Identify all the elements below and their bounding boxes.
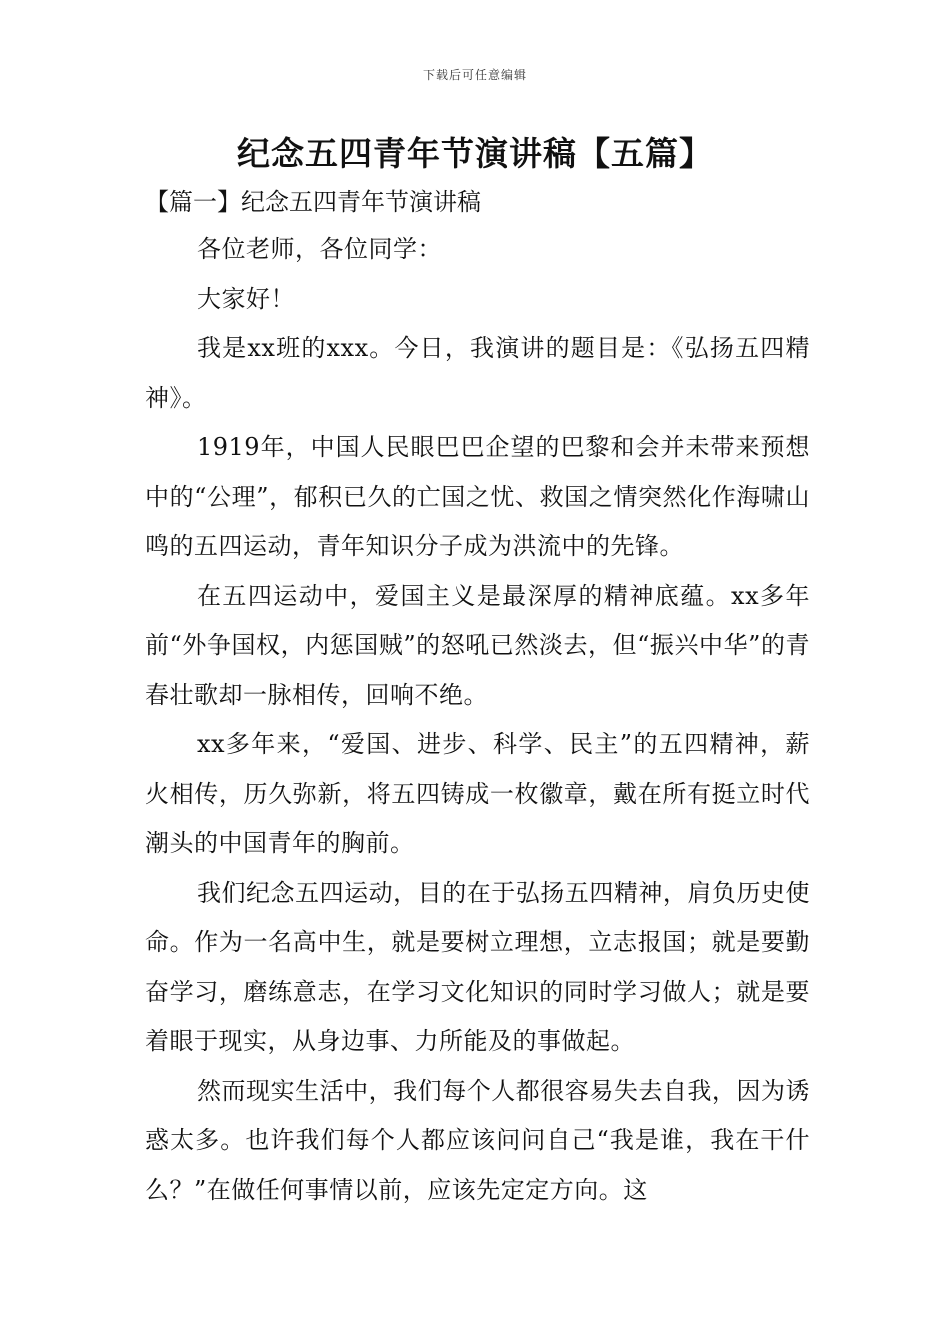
paragraph-hello: 大家好！: [197, 284, 295, 313]
section-heading: 【篇一】纪念五四青年节演讲稿: [145, 188, 481, 216]
paragraph-spirit: xx多年来，“爱国、进步、科学、民主”的五四精神，薪火相传，历久弥新，将五四铸成一枚徽章，戴在所有挺立时代潮头的中国青年的胸前。: [145, 730, 810, 857]
paragraph-intro: 我是xx班的xxx。今日，我演讲的题目是：《弘扬五四精神》。: [145, 334, 810, 412]
paragraph-greeting: 各位老师，各位同学：: [197, 235, 442, 263]
document-title: 纪念五四青年节演讲稿【五篇】: [237, 134, 713, 173]
paragraph-reality: 然而现实生活中，我们每个人都很容易失去自我，因为诱惑太多。也许我们每个人都应该问问自己“我是谁，我在干什么？”在做任何事情以前，应该先定定方向。这: [145, 1076, 810, 1204]
document-body: [145, 225, 810, 1215]
header-note: 下载后可任意编辑: [422, 68, 527, 82]
paragraph-1919: 1919年，中国人民眼巴巴企望的巴黎和会并未带来预想中的“公理”，郁积已久的亡国之忧、救国之情突然化作海啸山鸣的五四运动，青年知识分子成为洪流中的先锋。: [145, 433, 810, 560]
paragraph-mission: 我们纪念五四运动，目的在于弘扬五四精神，肩负历史使命。作为一名高中生，就是要树立理想，立志报国；就是要勤奋学习，磨练意志，在学习文化知识的同时学习做人；就是要着眼于现实，从身边事、力所能及的事做起。: [145, 878, 810, 1055]
paragraph-patriotism: 在五四运动中，爱国主义是最深厚的精神底蕴。xx多年前“外争国权，内惩国贼”的怒吼已然淡去，但“振兴中华”的青春壮歌却一脉相传，回响不绝。: [145, 581, 810, 709]
